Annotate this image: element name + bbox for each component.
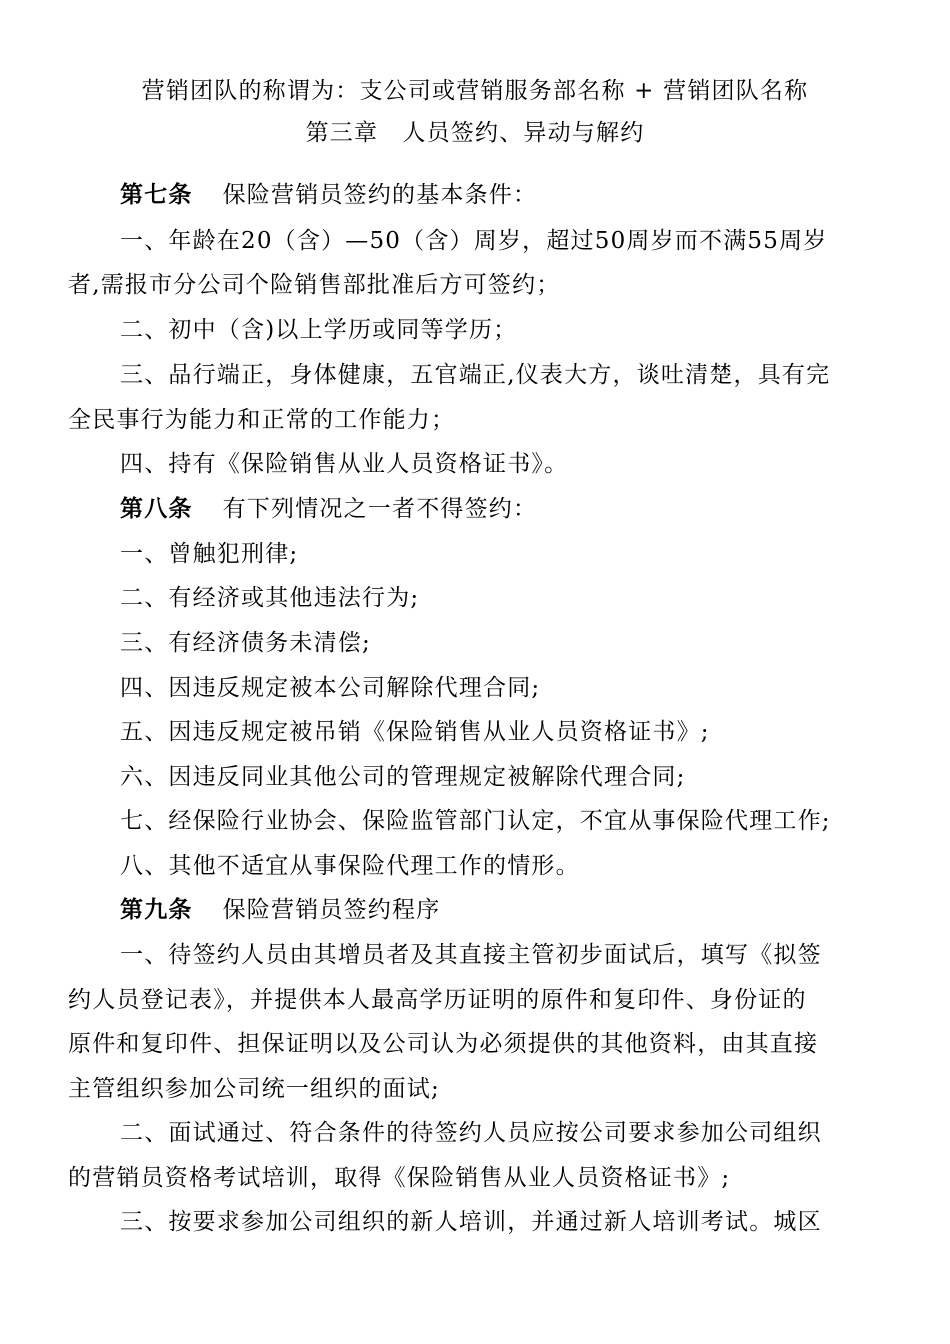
- article-9-label: 第九条: [120, 896, 193, 923]
- article-8-item-4: 四、因违反规定被本公司解除代理合同;: [120, 675, 541, 701]
- article-8-item-6: 六、因违反同业其他公司的管理规定被解除代理合同;: [120, 764, 686, 790]
- article-8-item-8: 八、其他不适宜从事保险代理工作的情形。: [120, 853, 580, 879]
- article-8-item-3: 三、有经济债务未清偿;: [120, 630, 371, 656]
- article-9-item-2-cont: 的营销员资格考试培训，取得《保险销售从业人员资格证书》;: [68, 1165, 731, 1191]
- article-9-heading: [68, 895, 888, 925]
- article-7-item-3-cont: 全民事行为能力和正常的工作能力；: [68, 407, 456, 433]
- article-9-item-3: 三、按要求参加公司组织的新人培训，并通过新人培训考试。城区: [120, 1209, 822, 1235]
- article-8-item-1: 一、曾触犯刑律;: [120, 541, 299, 567]
- article-7-item-1-cont: 者,需报市分公司个险销售部批准后方可签约；: [68, 272, 561, 298]
- article-7-label: 第七条: [120, 181, 193, 208]
- article-7-title: 保险营销员签约的基本条件：: [222, 182, 538, 208]
- article-8-heading: [68, 494, 888, 524]
- article-8-item-5: 五、因违反规定被吊销《保险销售从业人员资格证书》;: [120, 719, 710, 745]
- article-9-item-2: 二、面试通过、符合条件的待签约人员应按公司要求参加公司组织: [120, 1120, 822, 1146]
- chapter-title: 第三章 人员签约、异动与解约: [305, 120, 645, 146]
- article-8-label: 第八条: [120, 495, 193, 522]
- article-8-item-7: 七、经保险行业协会、保险监管部门认定，不宜从事保险代理工作;: [120, 808, 831, 834]
- article-7-heading: [68, 180, 888, 210]
- article-7-item-4: 四、持有《保险销售从业人员资格证书》。: [120, 451, 569, 477]
- article-8-title: 有下列情况之一者不得签约：: [222, 496, 538, 522]
- article-7-item-3: 三、品行端正，身体健康，五官端正,仪表大方，谈吐清楚，具有完: [120, 362, 831, 388]
- header-line: 营销团队的称谓为：支公司或营销服务部名称 + 营销团队名称: [141, 78, 809, 104]
- article-7-item-2: 二、初中（含)以上学历或同等学历；: [120, 317, 518, 343]
- article-9-item-1-cont-1: 约人员登记表》，并提供本人最高学历证明的原件和复印件、身份证的: [68, 987, 807, 1013]
- article-9-item-1-cont-2: 原件和复印件、担保证明以及公司认为必须提供的其他资料，由其直接: [68, 1031, 819, 1057]
- article-9-title: 保险营销员签约程序: [222, 897, 441, 923]
- article-9-item-1: 一、待签约人员由其增员者及其直接主管初步面试后，填写《拟签: [120, 942, 822, 968]
- article-9-item-1-cont-3: 主管组织参加公司统一组织的面试;: [68, 1076, 440, 1102]
- article-7-item-1: 一、年龄在20（含）—50（含）周岁，超过50周岁而不满55周岁: [120, 228, 828, 254]
- article-8-item-2: 二、有经济或其他违法行为;: [120, 585, 420, 611]
